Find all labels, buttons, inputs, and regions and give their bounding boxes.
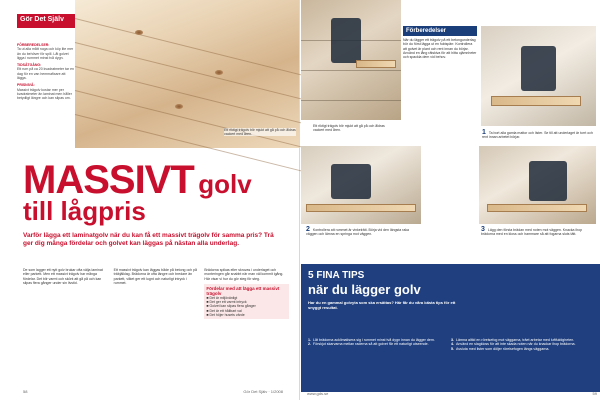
body-text: Brädorna spikas eller skruvas i underlaget och monteringen går snabbt när man väl kommit igång. Här visar vi hur du gör steg för steg. — [204, 268, 284, 281]
step-2 — [306, 228, 421, 237]
brand-label: Gör Det Själv — [17, 14, 77, 28]
prep-text: När du lägger ett trägolv på ett betongunderlag bör du först lägga ut en fuktspärr. Kontrollera att golvet är plant och rent innan du börjar. Använd en lång rätskiva för att hitta ojämnheter och spackla dem vid behov. — [403, 38, 477, 60]
factbox-bullet: ■ Det höjer husets värde — [206, 313, 245, 318]
photo-caption: Ett riktigt trägolv blir mjukt att gå på och åldras vackert med åren. — [313, 124, 385, 133]
tip-item: 4. Använd en slagkloss för att inte skada noten när du knackar ihop brädorna. — [451, 342, 576, 347]
tips-lead: Har du en gammal golvyta som ska ersättas? Här får du våra bästa tips för ett snyggt resultat. — [308, 300, 456, 310]
wood-planks-photo — [75, 0, 299, 148]
body-column: De som lagger ett nytt golv brukar ofta välja laminat eller parkett. Men ett massivt trägolv har många fördelar. Det blir varmt och skönt att gå på och kan slipas flera gånger under sin livstid. — [23, 268, 103, 285]
sidebar-text: Ta ut alla mått noga och köp lite mer än du behöver för spill. Låt golvet ligga i rummet minst två dygn. — [17, 47, 74, 60]
tip-item: 5. Avsluta med lister som döljer rörelsefogen längs väggarna. — [451, 346, 550, 351]
step2-photo — [301, 146, 421, 224]
headline-word: golv — [198, 169, 252, 199]
prep-title: Förberedelser — [403, 26, 477, 36]
photo-caption: Ett riktigt trägolv blir mjukt att gå på och åldras vackert med åren. — [224, 128, 296, 137]
tips-title: 5 FINA TIPS — [308, 270, 365, 281]
body-column — [204, 268, 289, 319]
body-text: Ett massivt trägolv kan läggas både på betong och på träbjälklag. Brädorna är ofta längre och bredare än parkett, vilket ger ett lugnt och naturligt intryck i rummet. — [113, 268, 197, 285]
sidebar-facts — [17, 40, 75, 101]
factbox-bullet: ■ Det är ett hållbart val — [206, 308, 242, 313]
tip-item: 2. Förskjut skarvarna mellan raderna så att golvet får ett naturligt utseende. — [308, 342, 429, 347]
factbox-title: Fördelar med att lägga ett massivt trägolv — [206, 285, 280, 296]
step3-photo — [479, 146, 596, 224]
sidebar-text: Ett rum på ca 20 kvadratmeter tar en dag för en van hemmafixare att lägga. — [17, 67, 74, 81]
sidebar-text: Massivt trägolv kostar mer per kvadratmeter än laminat men håller betydligt längre och kan slipas om. — [17, 87, 72, 101]
sidebar-title: PRISNIVÅ: — [17, 83, 35, 88]
step-1 — [482, 131, 596, 140]
workman-photo — [301, 0, 401, 120]
magazine-issue: Gör Det Själv · 1/2008 — [243, 389, 283, 394]
right-page — [301, 0, 600, 400]
page-footer — [307, 391, 597, 396]
step-number: 3 — [481, 226, 485, 233]
page-number: 58 — [23, 389, 28, 394]
factbox-bullet: ■ Det ger ett varmt intryck — [206, 300, 247, 305]
sidebar-title: TIDSÅTGÅNG: — [17, 63, 42, 68]
tip-item: 1. Låt brädorna acklimatisera sig i rummet minst två dygn innan du lägger dem. — [308, 338, 435, 342]
step-text: Kontrollera att rummet är vinkelrätt. Börja vid den längsta raka väggen och lämna en springa mot väggen. — [306, 228, 409, 237]
step-number: 1 — [482, 129, 486, 136]
factbox-bullet: ■ Golvet kan slipas flera gånger — [206, 304, 256, 309]
body-columns — [23, 268, 289, 319]
tips-column — [451, 338, 594, 351]
headline-line2: till lågpris — [23, 196, 146, 226]
body-column — [114, 268, 199, 319]
step1-photo — [481, 26, 596, 126]
headline — [23, 160, 252, 224]
step-number: 2 — [306, 226, 310, 233]
step-3 — [481, 228, 596, 237]
step-text: Lägg den första brädan med noten mot väggen. Knacka ihop brädorna med en kloss och hammare så att fogarna sluts tätt. — [481, 228, 583, 237]
factbox-bullet: ■ Det är miljövänligt — [206, 295, 238, 300]
sidebar-title: FÖRBEREDELSER: — [17, 43, 50, 47]
tips-box — [301, 264, 600, 392]
website: www.gds.se — [307, 391, 329, 396]
lead-paragraph: Varför lägga ett laminatgolv när du kan få ett massivt trägolv för samma pris? Trä ger dig många fördelar och golvet kan läggas på nästan alla underlag. — [23, 232, 274, 247]
headline-main: MASSIVT — [23, 158, 194, 202]
factbox — [204, 284, 289, 319]
page-footer — [23, 389, 283, 394]
step-text: Ta bort alla gamla mattor och lister. Se till att underlaget är torrt och rent innan arbetet börjar. — [482, 131, 593, 140]
page-number: 59 — [592, 391, 597, 396]
tip-item: 3. Lämna alltid en rörelsefog mot väggarna, träet arbetar med luftfuktigheten. — [451, 338, 575, 342]
tips-subtitle: när du lägger golv — [308, 282, 421, 297]
tips-column — [308, 338, 443, 347]
